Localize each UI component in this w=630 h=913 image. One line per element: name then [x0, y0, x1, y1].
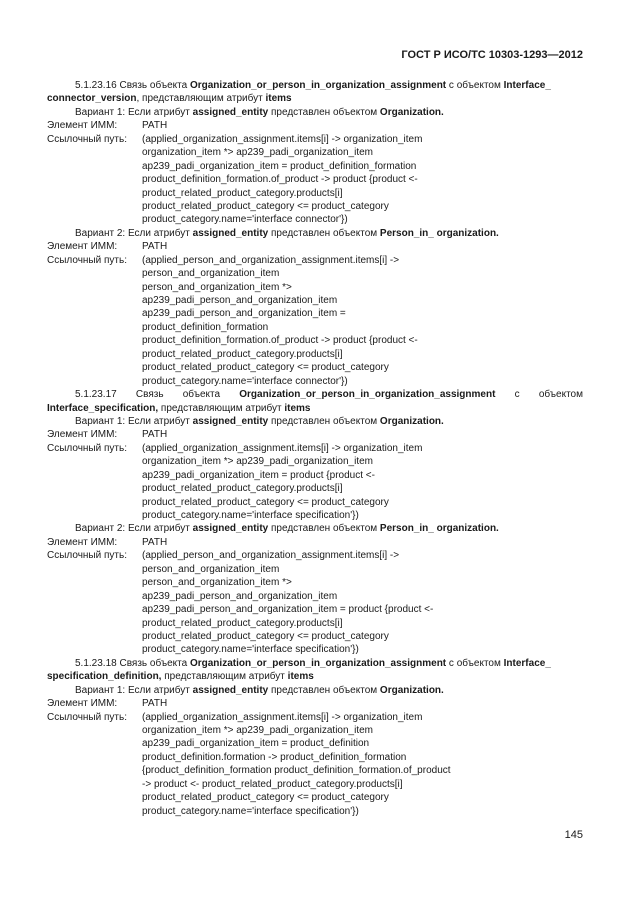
bold-text-run: items [287, 671, 314, 683]
text-run: представлен объектом [268, 415, 380, 427]
ref-path-line: -> product <- product_related_product_category.products[i] [142, 778, 403, 790]
element-row [47, 119, 583, 132]
clause-heading-continuation [47, 670, 583, 683]
ref-path-line: product_related_product_category.products[i] [142, 483, 343, 495]
clause-heading [47, 79, 583, 92]
element-row [47, 697, 583, 710]
ref-path-line: product_category.name='interface specification'}) [142, 510, 359, 521]
text-run: с объектом [495, 389, 583, 401]
ref-path-line: ap239_padi_person_and_organization_item [142, 295, 338, 306]
text-run: Вариант 1: Если атрибут [75, 684, 193, 696]
clause-heading [47, 388, 583, 401]
ref-path-line: ap239_padi_person_and_organization_item [142, 590, 338, 602]
ref-path-line: product_category.name='interface connector'}) [142, 375, 348, 387]
bold-text-run: assigned_entity [192, 684, 269, 696]
ref-path-row [47, 442, 583, 455]
element-value: PATH [142, 536, 168, 548]
element-label: Элемент ИММ: [47, 429, 118, 441]
ref-path-line: ap239_padi_organization_item = product_definition [142, 738, 370, 750]
ref-path-line: product_related_product_category.products[i] [142, 348, 343, 360]
element-value: PATH [142, 698, 168, 710]
bold-text-run: Interface_ [503, 657, 551, 669]
element-row [47, 240, 583, 253]
variant-title [47, 415, 583, 428]
ref-path-line: product_related_product_category <= product_category [142, 200, 389, 212]
clause-heading-continuation [47, 92, 583, 105]
element-row [47, 536, 583, 549]
clause-heading-continuation [47, 402, 583, 415]
ref-path-label: Ссылочный путь: [47, 133, 127, 145]
ref-path-line: organization_item *> ap239_padi_organization_item [142, 456, 373, 468]
ref-path-line: (applied_person_and_organization_assignment.items[i] -> [142, 550, 400, 562]
bold-text-run: items [284, 402, 311, 414]
element-label: Элемент ИММ: [47, 536, 118, 548]
element-label: Элемент ИММ: [47, 698, 118, 710]
text-run: , представляющим атрибут [136, 93, 266, 105]
ref-path-line: product_related_product_category.products[i] [142, 187, 343, 199]
ref-path-line: product_definition_formation.of_product -> product {product <- [142, 174, 418, 186]
bold-text-run: Organization. [379, 415, 444, 427]
ref-path-row [47, 254, 583, 267]
text-run: Вариант 2: Если атрибут [75, 227, 193, 239]
bold-text-run: Organization. [379, 106, 444, 118]
variant-title [47, 684, 583, 697]
document-header: ГОСТ Р ИСО/ТС 10303-1293—2012 [401, 49, 583, 61]
element-row [47, 428, 583, 441]
bold-text-run: Organization_or_person_in_organization_assignment [189, 80, 447, 91]
ref-path-line: product_related_product_category <= product_category [142, 630, 389, 642]
bold-text-run: Person_in_ organization. [379, 523, 499, 535]
ref-path-row [47, 549, 583, 562]
bold-text-run: assigned_entity [192, 106, 269, 118]
text-run: с объектом [446, 657, 504, 669]
text-run: представляющим атрибут [161, 671, 288, 683]
text-run: 5.1.23.17 Связь объекта [75, 389, 240, 401]
text-run: представлен объектом [268, 684, 380, 696]
ref-path-label: Ссылочный путь: [47, 711, 127, 723]
ref-path-line: ap239_padi_organization_item = product_definition_formation [142, 160, 417, 172]
bold-text-run: Person_in_ organization. [379, 227, 499, 239]
text-run: представлен объектом [268, 106, 380, 118]
bold-text-run: Interface_specification, [47, 402, 159, 414]
element-label: Элемент ИММ: [47, 120, 118, 132]
text-run: представлен объектом [268, 227, 380, 239]
ref-path-line: product_definition.formation -> product_definition_formation [142, 751, 407, 763]
ref-path-line: ap239_padi_organization_item = product {product <- [142, 469, 375, 481]
ref-path-line: ap239_padi_person_and_organization_item = [142, 308, 346, 320]
element-label: Элемент ИММ: [47, 241, 118, 253]
ref-path-line: product_related_product_category.products[i] [142, 617, 343, 629]
ref-path-line: person_and_organization_item [142, 268, 280, 280]
ref-path-line: ap239_padi_person_and_organization_item = product {product <- [142, 604, 434, 616]
ref-path-line: product_related_product_category <= product_category [142, 792, 389, 804]
ref-path-row [47, 711, 583, 724]
bold-text-run: specification_definition, [47, 671, 162, 683]
variant-title [47, 522, 583, 535]
text-run: представляющим атрибут [158, 402, 285, 414]
document-body [47, 79, 583, 818]
bold-text-run: Organization_or_person_in_organization_assignment [239, 389, 496, 401]
bold-text-run: Organization_or_person_in_organization_assignment [189, 657, 447, 669]
text-run: представлен объектом [268, 523, 380, 535]
ref-path-line: (applied_organization_assignment.items[i] -> organization_item [142, 133, 423, 145]
variant-title [47, 106, 583, 119]
ref-path-row [47, 133, 583, 146]
bold-text-run: assigned_entity [192, 415, 269, 427]
bold-text-run: Interface_ [503, 80, 551, 91]
ref-path-line: (applied_organization_assignment.items[i] -> organization_item [142, 442, 423, 454]
ref-path-line: (applied_organization_assignment.items[i] -> organization_item [142, 711, 423, 723]
text-run: Вариант 1: Если атрибут [75, 106, 193, 118]
element-value: PATH [142, 429, 168, 441]
text-run: 5.1.23.16 Связь объекта [75, 80, 190, 91]
ref-path-line: product_related_product_category <= product_category [142, 362, 389, 374]
ref-path-line: person_and_organization_item *> [142, 281, 292, 293]
bold-text-run: Organization. [379, 684, 444, 696]
text-run: с объектом [446, 80, 504, 91]
ref-path-line: person_and_organization_item *> [142, 577, 292, 589]
text-run: Вариант 1: Если атрибут [75, 415, 193, 427]
ref-path-line: product_definition_formation [142, 321, 269, 333]
text-run: Вариант 2: Если атрибут [75, 523, 193, 535]
element-value: PATH [142, 241, 168, 253]
element-value: PATH [142, 120, 168, 132]
ref-path-label: Ссылочный путь: [47, 254, 127, 266]
page-number: 145 [564, 829, 583, 841]
ref-path-label: Ссылочный путь: [47, 442, 127, 454]
ref-path-line: product_category.name='interface specification'}) [142, 805, 359, 817]
variant-title [47, 227, 583, 240]
bold-text-run: assigned_entity [192, 523, 269, 535]
ref-path-line: (applied_person_and_organization_assignment.items[i] -> [142, 254, 400, 266]
ref-path-line: product_category.name='interface connector'}) [142, 214, 348, 226]
text-run: 5.1.23.18 Связь объекта [75, 657, 190, 669]
ref-path-line: product_related_product_category <= product_category [142, 496, 389, 508]
ref-path-line: organization_item *> ap239_padi_organization_item [142, 725, 373, 736]
ref-path-line: organization_item *> ap239_padi_organization_item [142, 147, 373, 159]
bold-text-run: connector_version [47, 93, 137, 105]
ref-path-line: {product_definition_formation product_definition_formation.of_product [142, 765, 451, 777]
ref-path-line: product_definition_formation.of_product -> product {product <- [142, 335, 418, 347]
ref-path-label: Ссылочный путь: [47, 550, 127, 562]
bold-text-run: items [265, 93, 292, 105]
clause-heading [47, 657, 583, 670]
ref-path-line: person_and_organization_item [142, 563, 280, 575]
ref-path-line: product_category.name='interface specification'}) [142, 644, 359, 656]
bold-text-run: assigned_entity [192, 227, 269, 239]
